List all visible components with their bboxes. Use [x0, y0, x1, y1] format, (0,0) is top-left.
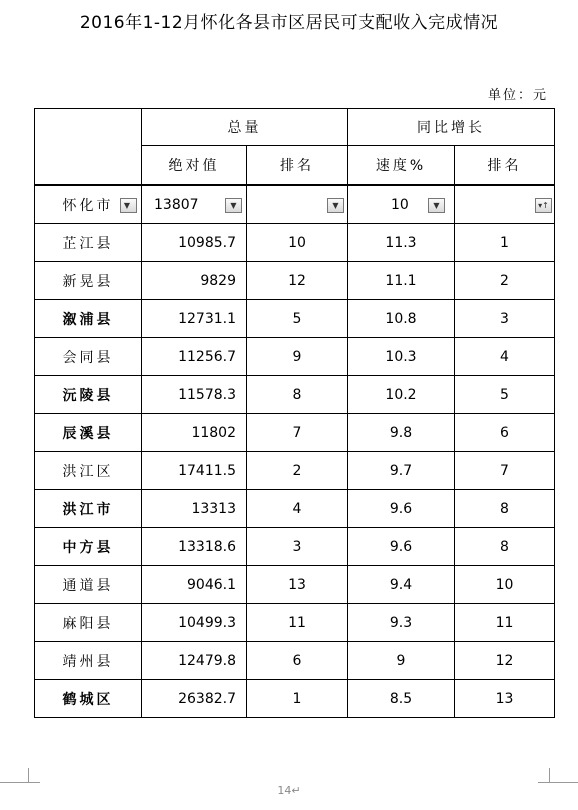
header-abs-value: 绝对值: [142, 146, 247, 186]
growth-rank: 8: [455, 490, 555, 528]
growth-rank: 10: [455, 566, 555, 604]
table-row: [35, 642, 555, 680]
county-name: 通道县: [35, 566, 142, 604]
table-row: [35, 604, 555, 642]
county-name: 麻阳县: [35, 604, 142, 642]
filter-dropdown-icon[interactable]: ▼: [120, 198, 137, 213]
growth-rank: 3: [455, 300, 555, 338]
value-rank: 5: [247, 300, 348, 338]
growth-rank: 4: [455, 338, 555, 376]
value-rank: 9: [247, 338, 348, 376]
abs-value: 11802: [142, 414, 247, 452]
growth-speed: 9.6: [348, 528, 455, 566]
growth-rank: 5: [455, 376, 555, 414]
county-name: 鹤城区: [35, 680, 142, 718]
table-row: [35, 490, 555, 528]
value-rank: 3: [247, 528, 348, 566]
abs-value: 9829: [142, 262, 247, 300]
footer-corner-mark-right: [549, 768, 550, 782]
growth-speed: 9.8: [348, 414, 455, 452]
growth-speed: 9.3: [348, 604, 455, 642]
summary-rank2-cell: [455, 185, 555, 224]
county-name: 中方县: [35, 528, 142, 566]
county-name: 沅陵县: [35, 376, 142, 414]
summary-value-cell: [142, 185, 247, 224]
growth-rank: 13: [455, 680, 555, 718]
footer-corner-mark-left: [28, 768, 29, 782]
summary-value: 13807: [154, 196, 199, 213]
header-total: 总量: [142, 109, 348, 146]
value-rank: 1: [247, 680, 348, 718]
growth-rank: 7: [455, 452, 555, 490]
summary-speed-cell: [348, 185, 455, 224]
footer-line-left: [0, 782, 40, 783]
county-name: 芷江县: [35, 224, 142, 262]
growth-speed: 10.2: [348, 376, 455, 414]
growth-speed: 8.5: [348, 680, 455, 718]
summary-row: [35, 185, 555, 224]
abs-value: 10985.7: [142, 224, 247, 262]
income-table: [34, 108, 555, 718]
growth-rank: 12: [455, 642, 555, 680]
value-rank: 10: [247, 224, 348, 262]
growth-speed: 9.6: [348, 490, 455, 528]
abs-value: 12479.8: [142, 642, 247, 680]
table-row: [35, 528, 555, 566]
header-rank-2: 排名: [455, 146, 555, 186]
header-speed: 速度%: [348, 146, 455, 186]
data-rows: [35, 224, 555, 718]
county-name: 洪江市: [35, 490, 142, 528]
header-rank: 排名: [247, 146, 348, 186]
growth-rank: 6: [455, 414, 555, 452]
table-row: [35, 262, 555, 300]
value-rank: 13: [247, 566, 348, 604]
page-number: 14↵: [277, 784, 301, 797]
summary-rank-cell: [247, 185, 348, 224]
summary-name-cell: [35, 185, 142, 224]
abs-value: 12731.1: [142, 300, 247, 338]
table-row: [35, 338, 555, 376]
county-name: 洪江区: [35, 452, 142, 490]
filter-dropdown-icon[interactable]: ▼: [327, 198, 344, 213]
table-row: [35, 376, 555, 414]
growth-speed: 11.1: [348, 262, 455, 300]
value-rank: 11: [247, 604, 348, 642]
table-row: [35, 566, 555, 604]
header-growth: 同比增长: [348, 109, 555, 146]
county-name: 辰溪县: [35, 414, 142, 452]
growth-speed: 9.4: [348, 566, 455, 604]
abs-value: 9046.1: [142, 566, 247, 604]
abs-value: 10499.3: [142, 604, 247, 642]
table-row: [35, 414, 555, 452]
value-rank: 12: [247, 262, 348, 300]
sort-dropdown-icon[interactable]: ▾↑: [535, 198, 552, 213]
value-rank: 2: [247, 452, 348, 490]
footer-line-right: [538, 782, 578, 783]
summary-speed: 10: [391, 196, 409, 213]
page-title: 2016年1-12月怀化各县市区居民可支配收入完成情况: [79, 13, 499, 33]
value-rank: 7: [247, 414, 348, 452]
table-row: [35, 680, 555, 718]
value-rank: 4: [247, 490, 348, 528]
summary-name: 怀化市: [62, 197, 114, 214]
abs-value: 13313: [142, 490, 247, 528]
county-name: 溆浦县: [35, 300, 142, 338]
filter-dropdown-icon[interactable]: ▼: [428, 198, 445, 213]
table-row: [35, 300, 555, 338]
abs-value: 13318.6: [142, 528, 247, 566]
abs-value: 17411.5: [142, 452, 247, 490]
header-corner: [35, 109, 142, 186]
abs-value: 11578.3: [142, 376, 247, 414]
county-name: 靖州县: [35, 642, 142, 680]
growth-rank: 1: [455, 224, 555, 262]
value-rank: 6: [247, 642, 348, 680]
growth-rank: 11: [455, 604, 555, 642]
growth-speed: 10.3: [348, 338, 455, 376]
growth-rank: 2: [455, 262, 555, 300]
growth-speed: 11.3: [348, 224, 455, 262]
growth-speed: 10.8: [348, 300, 455, 338]
value-rank: 8: [247, 376, 348, 414]
county-name: 新晃县: [35, 262, 142, 300]
abs-value: 11256.7: [142, 338, 247, 376]
abs-value: 26382.7: [142, 680, 247, 718]
growth-speed: 9: [348, 642, 455, 680]
unit-label: 单位：元: [487, 88, 548, 103]
filter-dropdown-icon[interactable]: ▼: [225, 198, 242, 213]
growth-rank: 8: [455, 528, 555, 566]
growth-speed: 9.7: [348, 452, 455, 490]
table-row: [35, 452, 555, 490]
table-row: [35, 224, 555, 262]
county-name: 会同县: [35, 338, 142, 376]
